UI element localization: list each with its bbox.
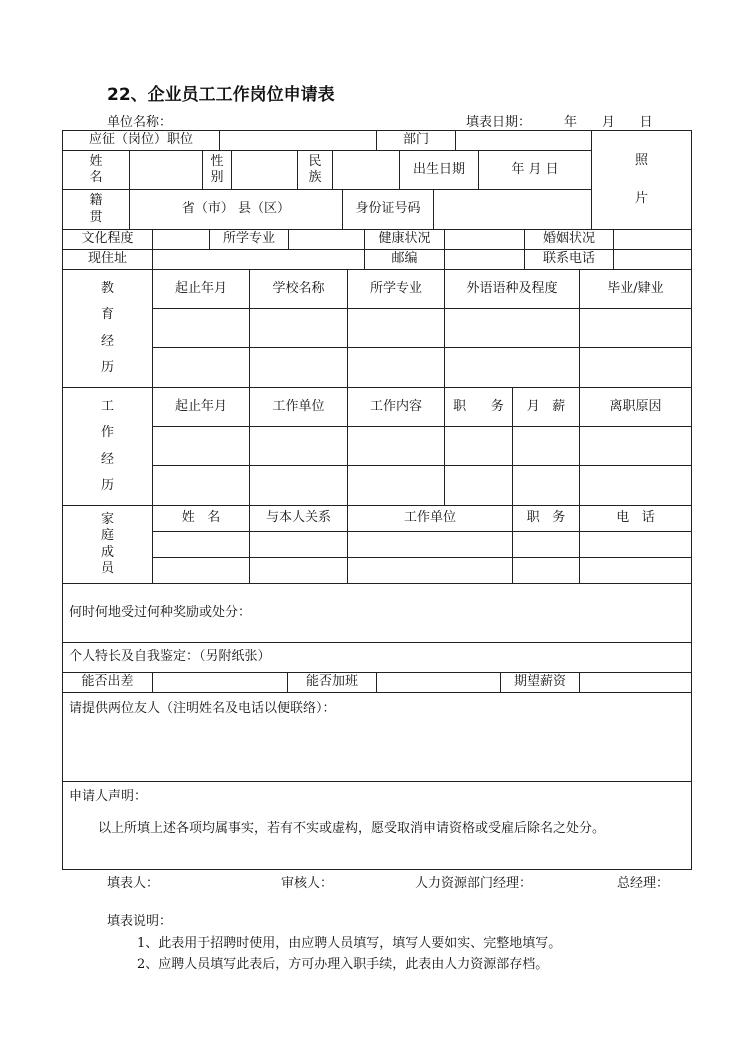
references-label: 请提供两位友人（注明姓名及电话以便联络）： [69, 701, 336, 716]
marital-field[interactable] [613, 229, 692, 250]
edu-cell[interactable] [347, 347, 445, 388]
phone-label: 联系电话 [524, 249, 614, 270]
edu-cell[interactable] [444, 308, 580, 348]
awards-label: 何时何地受过何种奖励或处分： [69, 604, 252, 620]
ethnicity-label: 民 族 [297, 150, 333, 190]
work-cell[interactable] [444, 426, 513, 466]
work-header-content: 工作内容 [347, 387, 445, 427]
native-place-label: 籍 贯 [62, 189, 130, 230]
overtime-label: 能否加班 [287, 672, 377, 693]
self-eval-field[interactable] [62, 642, 692, 673]
work-section-label: 工 作 经 历 [62, 387, 153, 506]
business-trip-label: 能否出差 [62, 672, 153, 693]
edu-cell[interactable] [579, 347, 692, 388]
filler-signature-label: 填表人： [107, 876, 160, 891]
work-cell[interactable] [249, 465, 348, 506]
family-cell[interactable] [347, 557, 513, 584]
edu-cell[interactable] [152, 308, 250, 348]
references-field[interactable] [62, 692, 692, 782]
edu-header-graduation: 毕业/肄业 [579, 269, 692, 309]
birth-date-field[interactable]: 年 月 日 [478, 150, 592, 190]
family-cell[interactable] [512, 557, 580, 584]
edu-cell[interactable] [249, 347, 348, 388]
family-section-label: 家 庭 成 员 [62, 505, 153, 584]
fill-date-label: 填表日期： 年 月 日 [466, 115, 653, 130]
awards-field[interactable] [62, 583, 692, 643]
family-cell[interactable] [579, 557, 692, 584]
work-cell[interactable] [249, 426, 348, 466]
family-cell[interactable] [249, 557, 348, 584]
education-section-label: 教 育 经 历 [62, 269, 153, 388]
gender-label: 性 别 [202, 150, 232, 190]
edu-cell[interactable] [249, 308, 348, 348]
work-cell[interactable] [152, 465, 250, 506]
edu-cell[interactable] [152, 347, 250, 388]
address-field[interactable] [152, 249, 365, 270]
reviewer-signature-label: 审核人： [281, 876, 334, 891]
work-header-employer: 工作单位 [249, 387, 348, 427]
work-cell[interactable] [347, 465, 445, 506]
health-field[interactable] [444, 229, 525, 250]
family-cell[interactable] [152, 557, 250, 584]
name-label: 姓 名 [62, 150, 130, 190]
work-header-salary: 月 薪 [512, 387, 580, 427]
family-header-name: 姓 名 [152, 505, 250, 532]
edu-header-period: 起止年月 [152, 269, 250, 309]
work-cell[interactable] [579, 426, 692, 466]
department-field[interactable] [455, 130, 592, 151]
marital-label: 婚姻状况 [524, 229, 614, 250]
edu-header-school: 学校名称 [249, 269, 348, 309]
family-header-title: 职 务 [512, 505, 580, 532]
photo-label-1: 照 [634, 152, 648, 168]
family-cell[interactable] [249, 531, 348, 558]
education-level-label: 文化程度 [62, 229, 153, 250]
health-label: 健康状况 [364, 229, 445, 250]
overtime-field[interactable] [376, 672, 501, 693]
declaration-text: 以上所填上述各项均属事实，若有不实或虚构，愿受取消申请资格或受雇后除名之处分。 [98, 821, 606, 836]
expected-salary-label: 期望薪资 [500, 672, 580, 693]
work-cell[interactable] [512, 426, 580, 466]
birth-date-label: 出生日期 [399, 150, 479, 190]
family-cell[interactable] [512, 531, 580, 558]
family-header-relation: 与本人关系 [249, 505, 348, 532]
work-header-title: 职 务 [444, 387, 513, 427]
ethnicity-field[interactable] [332, 150, 400, 190]
edu-header-language: 外语语种及程度 [444, 269, 580, 309]
notes-heading: 填表说明： [107, 914, 173, 929]
family-header-phone: 电 话 [579, 505, 692, 532]
note-item-2: 2、应聘人员填写此表后，方可办理入职手续，此表由人力资源部存档。 [137, 957, 549, 972]
position-field[interactable] [219, 130, 377, 151]
id-number-label: 身份证号码 [342, 189, 434, 230]
edu-header-major: 所学专业 [347, 269, 445, 309]
postcode-label: 邮编 [364, 249, 445, 270]
hr-manager-signature-label: 人力资源部门经理： [415, 876, 533, 891]
unit-name-label: 单位名称： [107, 115, 173, 130]
family-cell[interactable] [579, 531, 692, 558]
photo-box[interactable] [591, 130, 692, 230]
work-cell[interactable] [347, 426, 445, 466]
address-label: 现住址 [62, 249, 153, 270]
native-place-field[interactable]: 省（市） 县（区） [129, 189, 343, 230]
family-header-employer: 工作单位 [347, 505, 513, 532]
major-label: 所学专业 [209, 229, 289, 250]
page-title: 22、企业员工工作岗位申请表 [107, 85, 335, 105]
name-field[interactable] [129, 150, 203, 190]
department-label: 部门 [376, 130, 456, 151]
work-cell[interactable] [152, 426, 250, 466]
postcode-field[interactable] [444, 249, 525, 270]
declaration-label: 申请人声明： [69, 789, 148, 804]
edu-cell[interactable] [347, 308, 445, 348]
work-cell[interactable] [512, 465, 580, 506]
gm-signature-label: 总经理： [617, 876, 670, 891]
work-cell[interactable] [579, 465, 692, 506]
family-cell[interactable] [152, 531, 250, 558]
id-number-field[interactable] [433, 189, 592, 230]
business-trip-field[interactable] [152, 672, 288, 693]
family-cell[interactable] [347, 531, 513, 558]
expected-salary-field[interactable] [579, 672, 692, 693]
self-eval-label: 个人特长及自我鉴定：（另附纸张） [69, 649, 271, 665]
gender-field[interactable] [231, 150, 298, 190]
position-label: 应征（岗位）职位 [62, 130, 220, 151]
education-level-field[interactable] [152, 229, 210, 250]
note-item-1: 1、此表用于招聘时使用，由应聘人员填写，填写人要如实、完整地填写。 [137, 936, 562, 951]
edu-cell[interactable] [444, 347, 580, 388]
phone-field[interactable] [613, 249, 692, 270]
work-header-period: 起止年月 [152, 387, 250, 427]
photo-label-2: 片 [634, 191, 648, 206]
edu-cell[interactable] [579, 308, 692, 348]
major-field[interactable] [288, 229, 365, 250]
work-cell[interactable] [444, 465, 513, 506]
work-header-leave-reason: 离职原因 [579, 387, 692, 427]
